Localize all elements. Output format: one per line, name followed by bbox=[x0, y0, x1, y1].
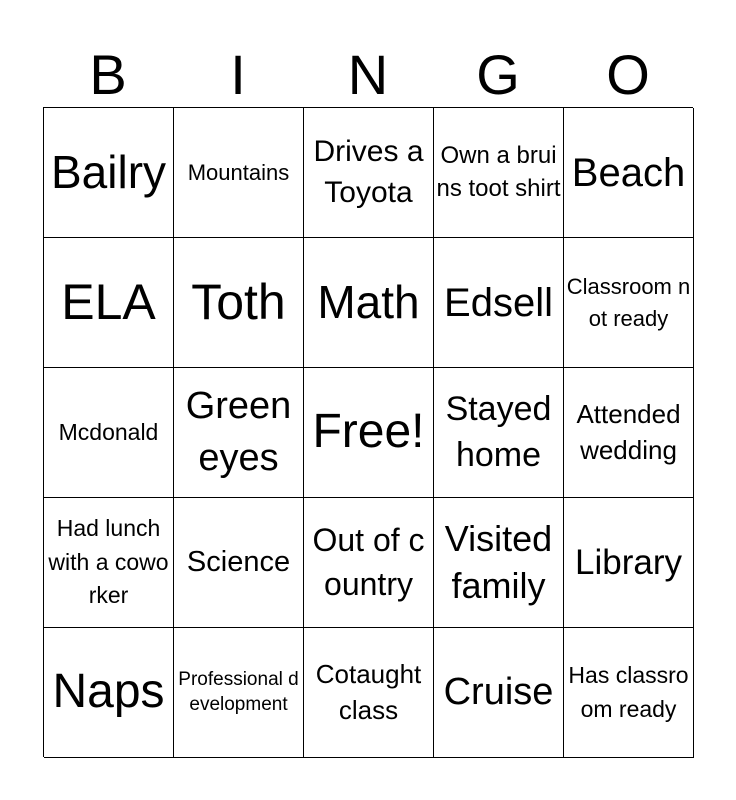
cell-text: Naps bbox=[52, 665, 165, 719]
bingo-cell[interactable] bbox=[564, 628, 694, 758]
cell-text: Cruise bbox=[443, 670, 554, 713]
bingo-cell[interactable] bbox=[44, 498, 174, 628]
cell-text: Professional development bbox=[178, 668, 299, 715]
bingo-cell[interactable] bbox=[304, 498, 434, 628]
bingo-cell[interactable] bbox=[304, 628, 434, 758]
cell-text: Cotaught class bbox=[315, 659, 422, 725]
free-space-text: Free! bbox=[312, 405, 425, 459]
cell-text: Green eyes bbox=[185, 385, 292, 479]
bingo-cell[interactable] bbox=[304, 108, 434, 238]
bingo-cell[interactable] bbox=[434, 498, 564, 628]
bingo-cell[interactable] bbox=[564, 368, 694, 498]
cell-text: Mountains bbox=[187, 159, 290, 185]
cell-text: Drives a Toyota bbox=[313, 135, 424, 209]
bingo-cell[interactable] bbox=[174, 368, 304, 498]
bingo-cell[interactable] bbox=[44, 628, 174, 758]
cell-text: Had lunch with a coworker bbox=[48, 515, 169, 609]
cell-text: Science bbox=[186, 545, 291, 578]
cell-text: Math bbox=[317, 276, 420, 329]
bingo-cell[interactable] bbox=[174, 628, 304, 758]
bingo-cell[interactable] bbox=[174, 108, 304, 238]
bingo-cell[interactable] bbox=[564, 108, 694, 238]
header-letter-n: N bbox=[347, 43, 389, 106]
bingo-cell[interactable] bbox=[44, 108, 174, 238]
cell-text: Classroom not ready bbox=[566, 273, 691, 331]
cell-text: Library bbox=[575, 542, 682, 582]
cell-text: Edsell bbox=[444, 280, 553, 325]
bingo-cell[interactable] bbox=[174, 238, 304, 368]
header-letter-b: B bbox=[89, 43, 127, 106]
bingo-cell free-space[interactable] bbox=[304, 368, 434, 498]
header-letter-g: G bbox=[476, 43, 520, 106]
cell-text: Toth bbox=[191, 274, 286, 330]
cell-text: Out of country bbox=[312, 522, 425, 602]
bingo-cell[interactable] bbox=[434, 628, 564, 758]
cell-text: ELA bbox=[61, 274, 156, 330]
bingo-header bbox=[43, 44, 693, 106]
bingo-cell[interactable] bbox=[174, 498, 304, 628]
bingo-card-grid bbox=[43, 107, 693, 757]
bingo-cell[interactable] bbox=[434, 238, 564, 368]
cell-text: Mcdonald bbox=[58, 418, 159, 445]
header-letter-o: O bbox=[606, 43, 650, 106]
cell-text: Attended wedding bbox=[576, 399, 681, 465]
bingo-cell[interactable] bbox=[564, 498, 694, 628]
cell-text: Has classroom ready bbox=[568, 662, 689, 722]
cell-text: Stayed home bbox=[445, 389, 552, 474]
header-letter-i: I bbox=[230, 43, 246, 106]
cell-text: Own a bruins toot shirt bbox=[436, 142, 561, 202]
cell-text: Beach bbox=[571, 150, 686, 195]
cell-text: Visited family bbox=[444, 517, 553, 606]
bingo-cell[interactable] bbox=[304, 238, 434, 368]
bingo-cell[interactable] bbox=[44, 238, 174, 368]
bingo-cell[interactable] bbox=[434, 108, 564, 238]
bingo-cell[interactable] bbox=[434, 368, 564, 498]
bingo-cell[interactable] bbox=[44, 368, 174, 498]
cell-text: Bailry bbox=[50, 146, 167, 199]
bingo-cell[interactable] bbox=[564, 238, 694, 368]
